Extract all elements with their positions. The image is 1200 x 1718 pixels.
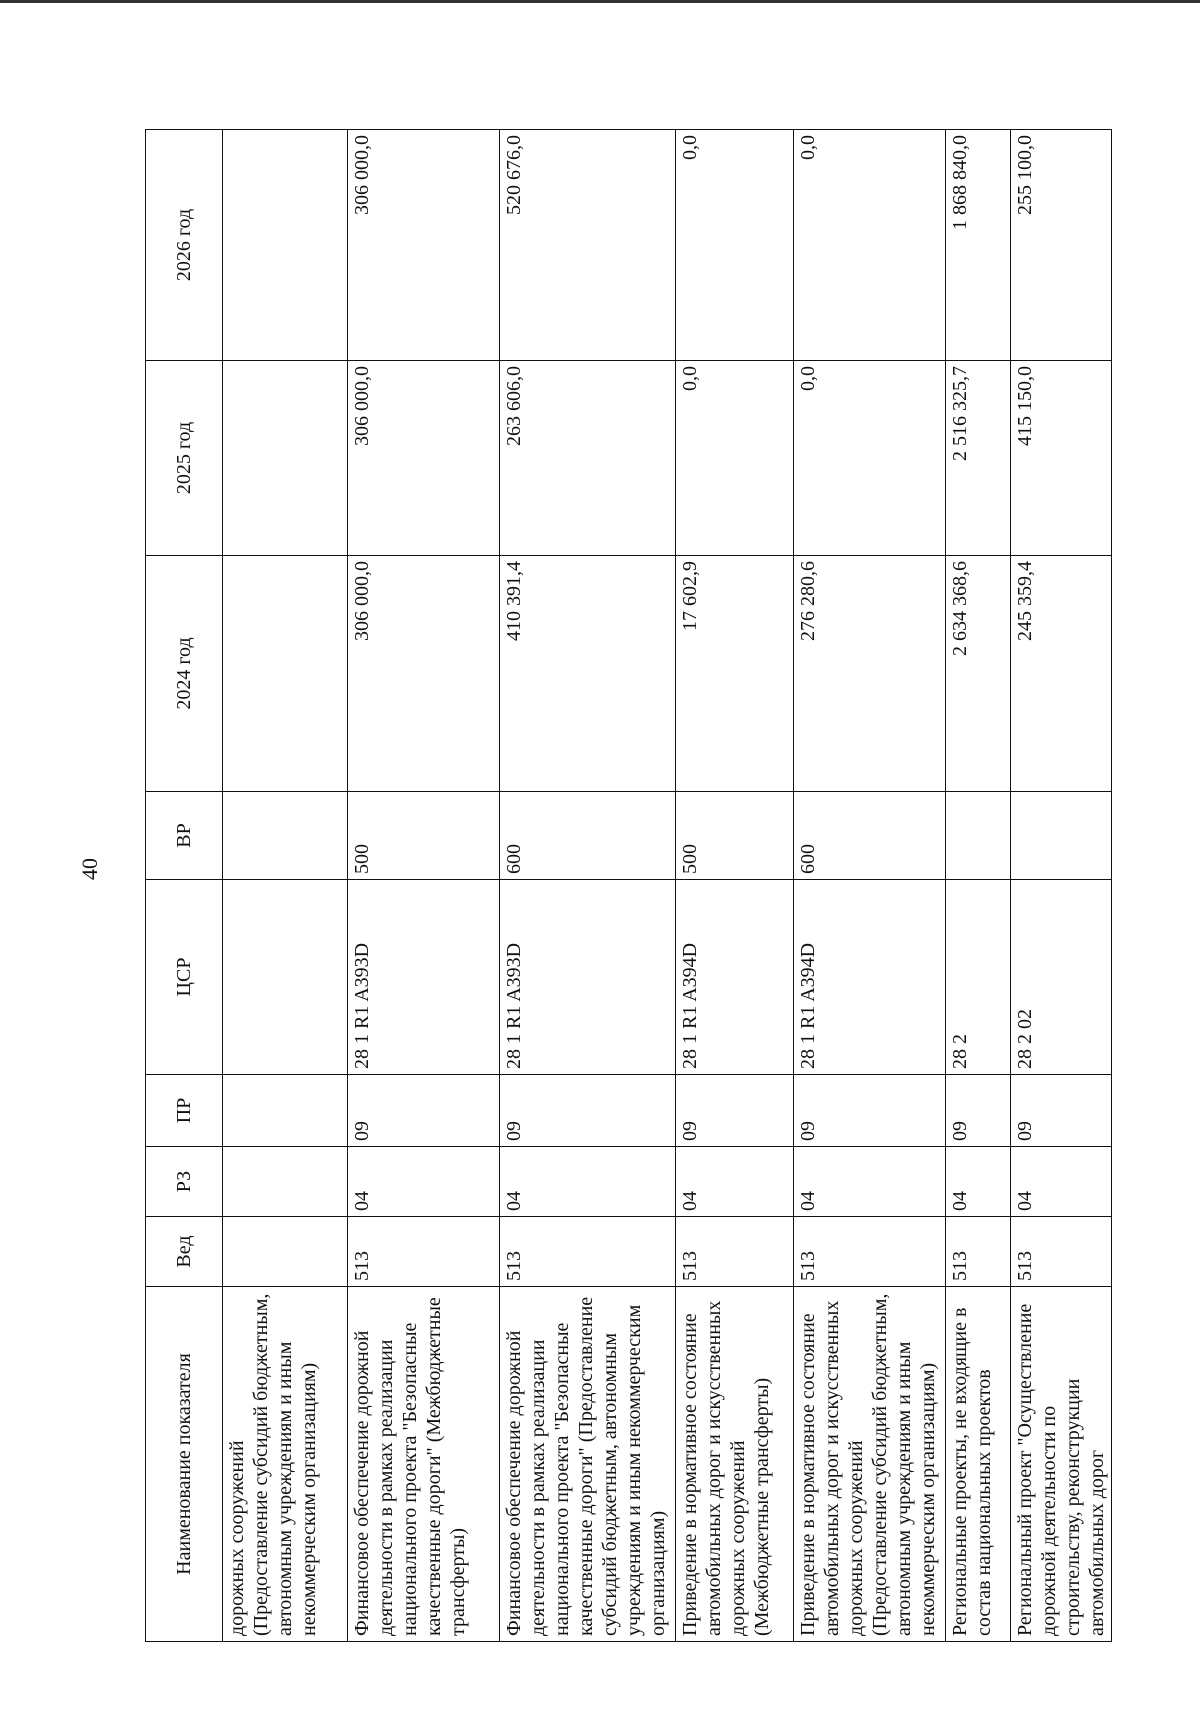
cell-ved: 513: [946, 1217, 1011, 1287]
cell-name: Финансовое обеспечение дорожной деятельности в рамках реализации национального проекта "Безопасные качественные дороги" (Межбюджетные трансферты): [348, 1287, 500, 1642]
cell-2026: 0,0: [794, 130, 946, 361]
header-rz: РЗ: [146, 1147, 223, 1217]
header-vr: ВР: [146, 792, 223, 880]
cell-2026: [223, 130, 348, 361]
cell-pr: 09: [348, 1075, 500, 1147]
cell-vr: 600: [500, 792, 676, 880]
cell-2026: 0,0: [676, 130, 794, 361]
cell-pr: 09: [1011, 1075, 1112, 1147]
cell-rz: 04: [1011, 1147, 1112, 1217]
cell-2025: [223, 361, 348, 556]
header-2024: 2024 год: [146, 556, 223, 792]
table-row: [794, 130, 946, 1642]
cell-2024: 276 280,6: [794, 556, 946, 792]
cell-rz: 04: [348, 1147, 500, 1217]
table-row: [500, 130, 676, 1642]
cell-vr: 500: [676, 792, 794, 880]
cell-2024: 245 359,4: [1011, 556, 1112, 792]
header-2026: 2026 год: [146, 130, 223, 361]
cell-ved: 513: [794, 1217, 946, 1287]
cell-csr: 28 1 R1 A394D: [676, 880, 794, 1075]
cell-pr: 09: [676, 1075, 794, 1147]
cell-2026: 255 100,0: [1011, 130, 1112, 361]
cell-pr: 09: [794, 1075, 946, 1147]
table-row: [348, 130, 500, 1642]
cell-2024: 2 634 368,6: [946, 556, 1011, 792]
cell-2025: 0,0: [794, 361, 946, 556]
cell-name: Региональный проект "Осуществление дорожной деятельности по строительству, реконструкции автомобильных дорог: [1011, 1287, 1112, 1642]
budget-table: [145, 129, 1112, 1642]
cell-name: дорожных сооружений (Предоставление субсидий бюджетным, автономным учреждениям и иным некоммерческим организациям): [223, 1287, 348, 1642]
cell-2026: 520 676,0: [500, 130, 676, 361]
header-ved: Вед: [146, 1217, 223, 1287]
cell-csr: 28 1 R1 A394D: [794, 880, 946, 1075]
cell-2025: 415 150,0: [1011, 361, 1112, 556]
top-border-line: [0, 0, 1200, 3]
cell-2024: [223, 556, 348, 792]
cell-2024: 306 000,0: [348, 556, 500, 792]
header-pr: ПР: [146, 1075, 223, 1147]
cell-2024: 410 391,4: [500, 556, 676, 792]
cell-pr: [223, 1075, 348, 1147]
cell-vr: [223, 792, 348, 880]
cell-2025: 263 606,0: [500, 361, 676, 556]
cell-csr: 28 2: [946, 880, 1011, 1075]
cell-csr: 28 1 R1 A393D: [348, 880, 500, 1075]
cell-name: Приведение в нормативное состояние автомобильных дорог и искусственных дорожных сооружений (Предоставление субсидий бюджетным, автономным учреждениям и иным некоммерческим организациям): [794, 1287, 946, 1642]
cell-ved: 513: [348, 1217, 500, 1287]
table-row: [946, 130, 1011, 1642]
table-row: [223, 130, 348, 1642]
cell-name: Финансовое обеспечение дорожной деятельности в рамках реализации национального проекта "Безопасные качественные дороги" (Предоставление субсидий бюджетным, автономным учреждениям и иным некоммерческим организациям): [500, 1287, 676, 1642]
cell-rz: 04: [946, 1147, 1011, 1217]
page-number: 40: [77, 858, 102, 880]
cell-csr: [223, 880, 348, 1075]
cell-vr: 600: [794, 792, 946, 880]
cell-rz: 04: [794, 1147, 946, 1217]
cell-ved: 513: [676, 1217, 794, 1287]
header-2025: 2025 год: [146, 361, 223, 556]
rotated-table-container: [145, 130, 1108, 1642]
table-row: [1011, 130, 1112, 1642]
header-csr: ЦСР: [146, 880, 223, 1075]
cell-vr: [1011, 792, 1112, 880]
header-name: Наименование показателя: [146, 1287, 223, 1642]
cell-2025: 2 516 325,7: [946, 361, 1011, 556]
cell-2025: 0,0: [676, 361, 794, 556]
cell-csr: 28 1 R1 A393D: [500, 880, 676, 1075]
cell-csr: 28 2 02: [1011, 880, 1112, 1075]
cell-name: Приведение в нормативное состояние автомобильных дорог и искусственных дорожных сооружений (Межбюджетные трансферты): [676, 1287, 794, 1642]
cell-vr: [946, 792, 1011, 880]
cell-2025: 306 000,0: [348, 361, 500, 556]
cell-name: Региональные проекты, не входящие в состав национальных проектов: [946, 1287, 1011, 1642]
table-row: [676, 130, 794, 1642]
cell-ved: 513: [1011, 1217, 1112, 1287]
cell-vr: 500: [348, 792, 500, 880]
cell-rz: 04: [676, 1147, 794, 1217]
cell-2024: 17 602,9: [676, 556, 794, 792]
cell-2026: 1 868 840,0: [946, 130, 1011, 361]
cell-ved: 513: [500, 1217, 676, 1287]
table-header-row: [146, 130, 223, 1642]
cell-rz: [223, 1147, 348, 1217]
cell-2026: 306 000,0: [348, 130, 500, 361]
cell-ved: [223, 1217, 348, 1287]
cell-pr: 09: [500, 1075, 676, 1147]
cell-pr: 09: [946, 1075, 1011, 1147]
cell-rz: 04: [500, 1147, 676, 1217]
